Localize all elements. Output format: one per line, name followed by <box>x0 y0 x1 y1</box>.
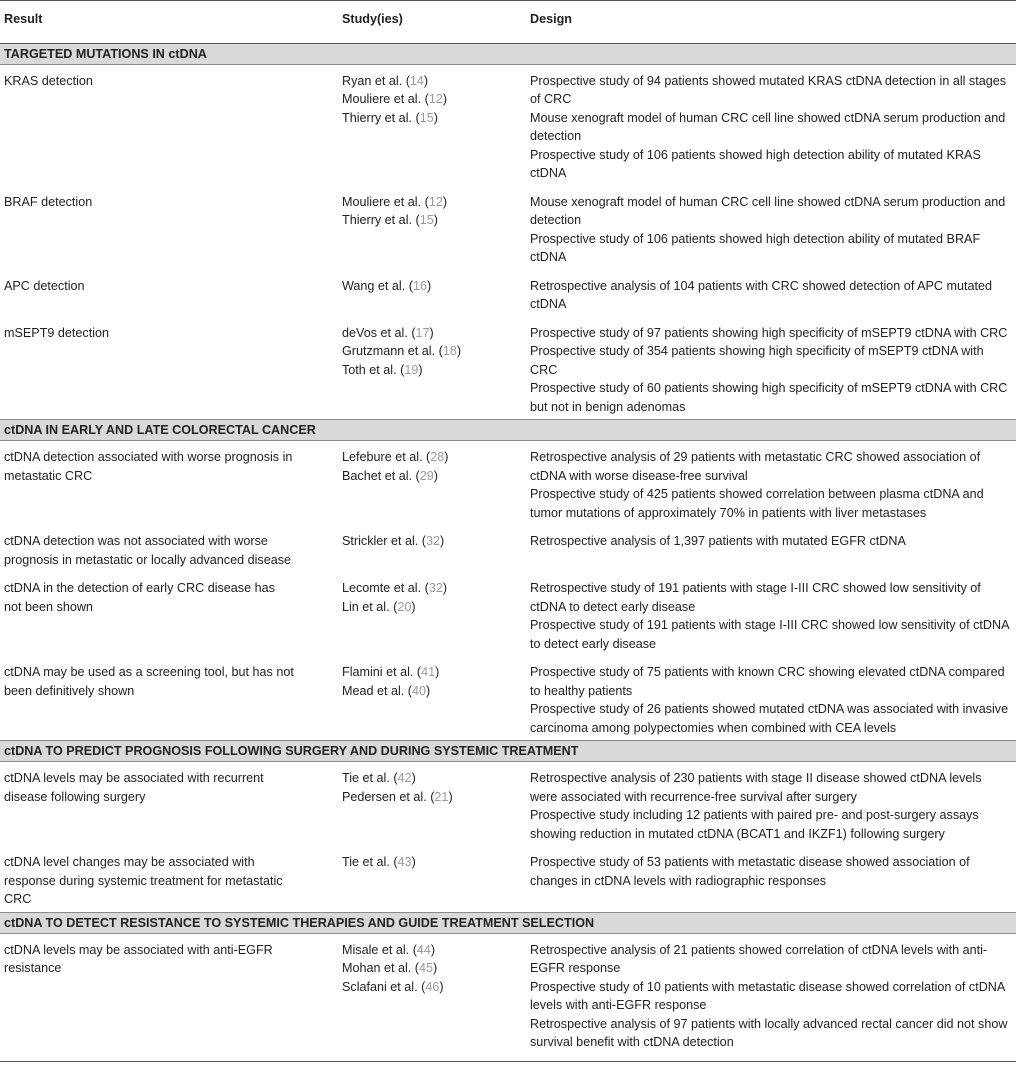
design-cell <box>522 762 1016 847</box>
study-citation: Mouliere et al. (12) <box>342 194 448 209</box>
reference-link[interactable]: 17 <box>415 325 430 340</box>
reference-link[interactable]: 29 <box>419 468 434 483</box>
study-author: Grutzmann et al. <box>342 344 436 358</box>
studies-cell <box>334 656 522 741</box>
study-citation: Ryan et al. (14) <box>342 73 429 88</box>
reference-link[interactable]: 21 <box>434 789 449 804</box>
design-entry: Retrospective analysis of 104 patients with CRC showed detection of APC mutated ctDNA <box>530 278 993 311</box>
study-citation: Sclafani et al. (46) <box>342 979 444 994</box>
design-entry: Prospective study of 75 patients with known CRC showing elevated ctDNA compared to healthy patients <box>530 665 1005 698</box>
study-author: Mead et al. <box>342 683 405 698</box>
reference-link[interactable]: 44 <box>416 942 431 957</box>
design-cell <box>522 64 1016 186</box>
study-citation: Misale et al. (44) <box>342 942 436 957</box>
design-entry: Prospective study of 106 patients showed high detection ability of mutated BRAF ctDNA <box>530 231 981 264</box>
studies-cell <box>334 525 522 572</box>
design-entry: Retrospective analysis of 29 patients with metastatic CRC showed association of ctDNA with worse disease-free survival <box>530 450 981 483</box>
study-citation: Grutzmann et al. (18) <box>342 344 462 358</box>
study-citation: Toth et al. (19) <box>342 362 423 377</box>
design-cell <box>522 933 1016 1061</box>
table-row <box>0 762 1016 847</box>
studies-cell <box>334 186 522 270</box>
table-row <box>0 270 1016 317</box>
reference-link[interactable]: 28 <box>430 450 445 464</box>
study-author: Lefebure et al. <box>342 450 423 464</box>
studies-cell <box>334 762 522 847</box>
design-cell <box>522 572 1016 656</box>
study-author: Strickler et al. <box>342 534 419 548</box>
design-entry: Prospective study of 191 patients with stage I-III CRC showed low sensitivity of ctDNA to detect early disease <box>530 618 1009 651</box>
reference-link[interactable]: 40 <box>412 683 427 698</box>
study-author: Lin et al. <box>342 599 390 614</box>
study-citation: Lefebure et al. (28) <box>342 450 449 464</box>
studies-cell <box>334 933 522 1061</box>
table-row <box>0 525 1016 572</box>
design-entry: Prospective study of 53 patients with metastatic disease showed association of changes in ctDNA levels with radiographic responses <box>530 855 970 888</box>
design-entry: Prospective study of 97 patients showing high specificity of mSEPT9 ctDNA with CRC <box>530 325 1008 340</box>
study-author: Mohan et al. <box>342 961 412 975</box>
design-entry: Prospective study of 425 patients showed correlation between plasma ctDNA and tumor mutations of approximately 70% in patients with liver metastases <box>530 487 984 520</box>
study-citation: Thierry et al. (15) <box>342 213 438 227</box>
section-title: ctDNA IN EARLY AND LATE COLORECTAL CANCER <box>0 420 1016 441</box>
reference-link[interactable]: 15 <box>419 213 434 227</box>
table-body <box>0 43 1016 1061</box>
design-entry: Retrospective analysis of 21 patients showed correlation of ctDNA levels with anti-EGFR response <box>530 942 988 975</box>
studies-cell <box>334 317 522 420</box>
reference-link[interactable]: 45 <box>419 961 434 975</box>
study-author: Sclafani et al. <box>342 979 418 994</box>
study-author: Tie et al. <box>342 771 390 785</box>
design-entry: Mouse xenograft model of human CRC cell line showed ctDNA serum production and detection <box>530 194 1006 227</box>
header-studies: Study(ies) <box>334 1 522 44</box>
header-result: Result <box>0 1 334 44</box>
table-row <box>0 186 1016 270</box>
study-author: Flamini et al. <box>342 665 414 679</box>
table-row <box>0 64 1016 186</box>
study-citation: Tie et al. (43) <box>342 855 416 869</box>
result-cell: ctDNA detection associated with worse prognosis in metastatic CRC <box>4 450 293 483</box>
reference-link[interactable]: 43 <box>397 855 412 869</box>
result-cell: ctDNA detection was not associated with worse prognosis in metastatic or locally advanced disease <box>4 534 292 567</box>
result-cell: ctDNA levels may be associated with recurrent disease following surgery <box>4 771 264 804</box>
study-citation: Mouliere et al. (12) <box>342 92 448 106</box>
study-citation: Pedersen et al. (21) <box>342 789 453 804</box>
study-author: Pedersen et al. <box>342 789 427 804</box>
reference-link[interactable]: 16 <box>412 278 427 293</box>
section-header-row <box>0 741 1016 762</box>
design-entry: Prospective study of 10 patients with metastatic disease showed correlation of ctDNA levels with anti-EGFR response <box>530 979 1005 1012</box>
design-entry: Prospective study of 26 patients showed mutated ctDNA was associated with invasive carcinoma among polypectomies when combined with CEA levels <box>530 702 1009 735</box>
study-citation: Strickler et al. (32) <box>342 534 445 548</box>
study-author: deVos et al. <box>342 325 408 340</box>
study-citation: Flamini et al. (41) <box>342 665 440 679</box>
table-row <box>0 846 1016 912</box>
study-author: Thierry et al. <box>342 110 412 125</box>
design-entry: Retrospective analysis of 230 patients with stage II disease showed ctDNA levels were associated with recurrence-free survival after surgery <box>530 771 982 804</box>
reference-link[interactable]: 18 <box>442 344 457 358</box>
section-header-row <box>0 912 1016 933</box>
study-citation: Mohan et al. (45) <box>342 961 438 975</box>
design-cell <box>522 656 1016 741</box>
design-entry: Prospective study of 60 patients showing high specificity of mSEPT9 ctDNA with CRC but not in benign adenomas <box>530 381 1008 414</box>
design-cell <box>522 270 1016 317</box>
study-author: Wang et al. <box>342 278 406 293</box>
study-author: Thierry et al. <box>342 213 412 227</box>
study-author: Lecomte et al. <box>342 581 422 595</box>
reference-link[interactable]: 32 <box>428 581 443 595</box>
result-cell: ctDNA may be used as a screening tool, but has not been definitively shown <box>4 665 294 698</box>
study-author: Misale et al. <box>342 942 410 957</box>
header-design: Design <box>522 1 1016 44</box>
study-citation: Wang et al. (16) <box>342 278 432 293</box>
result-cell: ctDNA level changes may be associated with response during systemic treatment for metastatic CRC <box>4 855 283 906</box>
study-citation: Bachet et al. (29) <box>342 468 438 483</box>
design-entry: Retrospective analysis of 97 patients with locally advanced rectal cancer did not show survival benefit with ctDNA detection <box>530 1016 1008 1049</box>
studies-cell <box>334 64 522 186</box>
study-citation: Mead et al. (40) <box>342 683 431 698</box>
reference-link[interactable]: 19 <box>404 362 419 377</box>
reference-link[interactable]: 41 <box>421 665 436 679</box>
study-author: Tie et al. <box>342 855 390 869</box>
section-title: ctDNA TO DETECT RESISTANCE TO SYSTEMIC THERAPIES AND GUIDE TREATMENT SELECTION <box>0 912 1016 933</box>
section-header-row <box>0 43 1016 64</box>
study-citation: Thierry et al. (15) <box>342 110 438 125</box>
study-citation: deVos et al. (17) <box>342 325 434 340</box>
studies-cell <box>334 270 522 317</box>
result-cell: ctDNA levels may be associated with anti-EGFR resistance <box>0 933 334 1061</box>
result-cell: APC detection <box>4 278 85 293</box>
study-author: Bachet et al. <box>342 468 413 483</box>
study-citation: Lecomte et al. (32) <box>342 581 448 595</box>
study-author: Toth et al. <box>342 362 397 377</box>
studies-cell <box>334 846 522 912</box>
table-row <box>0 572 1016 656</box>
reference-link[interactable]: 12 <box>428 194 443 209</box>
result-cell: BRAF detection <box>4 194 93 209</box>
design-entry: Prospective study including 12 patients with paired pre- and post-surgery assays showing reduction in mutated ctDNA (BCAT1 and IKZF1) following surgery <box>530 808 979 841</box>
section-title: ctDNA TO PREDICT PROGNOSIS FOLLOWING SURGERY AND DURING SYSTEMIC TREATMENT <box>0 741 1016 762</box>
design-cell <box>522 186 1016 270</box>
reference-link[interactable]: 32 <box>426 534 441 548</box>
reference-link[interactable]: 15 <box>419 110 434 125</box>
studies-cell <box>334 572 522 656</box>
studies-cell <box>334 441 522 526</box>
design-cell <box>522 525 1016 572</box>
study-author: Ryan et al. <box>342 73 403 88</box>
table-row <box>0 441 1016 526</box>
design-cell <box>522 441 1016 526</box>
reference-link[interactable]: 46 <box>425 979 440 994</box>
study-citation: Tie et al. (42) <box>342 771 416 785</box>
design-entry: Retrospective study of 191 patients with stage I-III CRC showed low sensitivity of ctDNA to detect early disease <box>530 581 981 614</box>
design-entry: Prospective study of 106 patients showed high detection ability of mutated KRAS ctDNA <box>530 147 981 180</box>
study-author: Mouliere et al. <box>342 194 422 209</box>
design-cell <box>522 317 1016 420</box>
reference-link[interactable]: 14 <box>409 73 424 88</box>
result-cell: mSEPT9 detection <box>4 325 109 340</box>
reference-link[interactable]: 42 <box>397 771 412 785</box>
reference-link[interactable]: 12 <box>428 92 443 106</box>
study-author: Mouliere et al. <box>342 92 422 106</box>
design-entry: Mouse xenograft model of human CRC cell line showed ctDNA serum production and detection <box>530 110 1006 143</box>
section-title: TARGETED MUTATIONS IN ctDNA <box>0 43 1016 64</box>
table-header-row <box>0 1 1016 44</box>
design-cell <box>522 846 1016 912</box>
design-entry: Prospective study of 94 patients showed mutated KRAS ctDNA detection in all stages of CRC <box>530 73 1007 106</box>
table-row <box>0 317 1016 420</box>
reference-link[interactable]: 20 <box>397 599 412 614</box>
section-header-row <box>0 420 1016 441</box>
table-row <box>0 933 1016 1061</box>
result-cell: KRAS detection <box>4 73 93 88</box>
design-entry: Prospective study of 354 patients showing high specificity of mSEPT9 ctDNA with CRC <box>530 344 984 377</box>
study-citation: Lin et al. (20) <box>342 599 416 614</box>
result-cell: ctDNA in the detection of early CRC disease has not been shown <box>4 581 275 614</box>
design-entry: Retrospective analysis of 1,397 patients with mutated EGFR ctDNA <box>530 534 906 548</box>
table-row <box>0 656 1016 741</box>
